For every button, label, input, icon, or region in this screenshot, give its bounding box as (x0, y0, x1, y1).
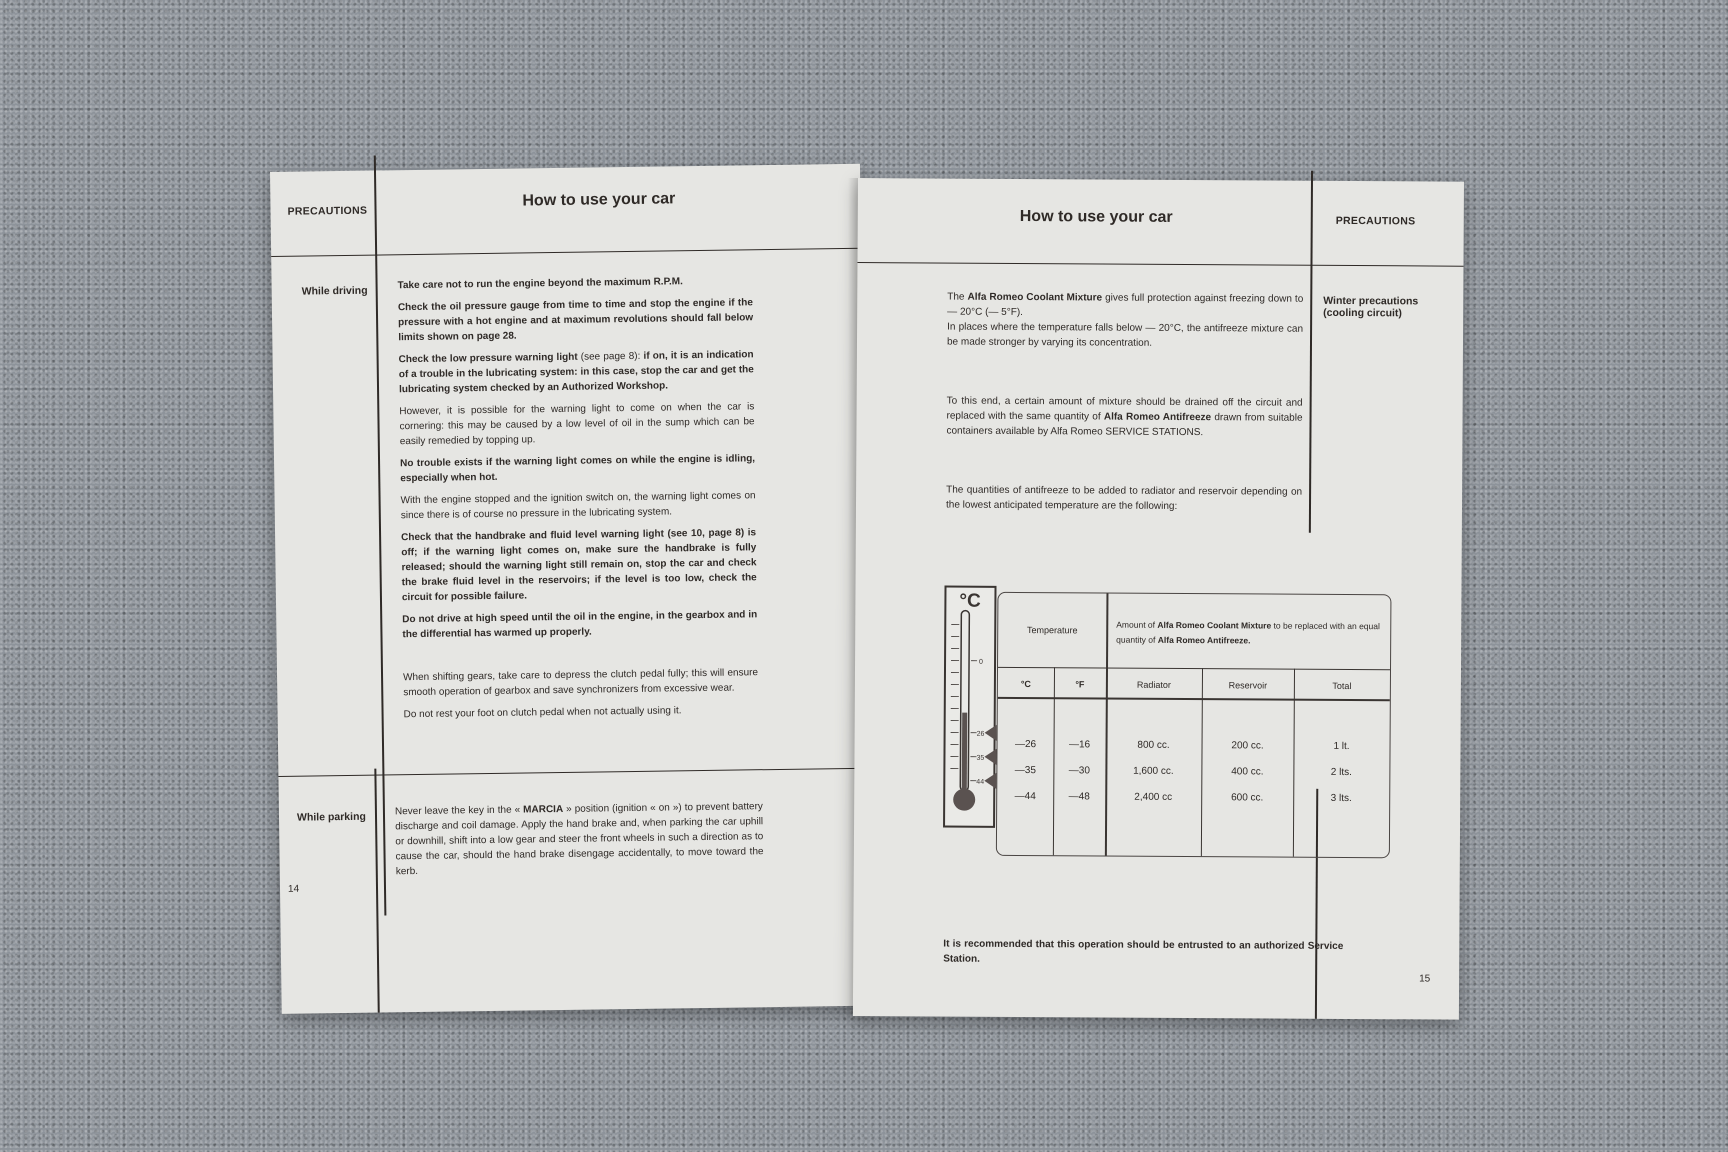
paragraph: With the engine stopped and the ignition switch on, the warning light comes on since there is of course no pressure in the lubricating system. (400, 490, 756, 522)
column-header-radiator: Radiator (1136, 679, 1171, 690)
table-cell: 3 lts. (1330, 792, 1352, 805)
text: Never leave the key in the « (394, 804, 524, 818)
paragraph: Check that the handbrake and fluid level warning light (see 10, page 8) is off; if the warning light comes on, make sure the handbrake is fully released; should the warning light still remain on, stop the car and check the brake fluid level in the reservoirs; if the level is too low, check the circuit for possible failure. (401, 527, 757, 604)
header-tag: PRECAUTIONS (1335, 214, 1416, 228)
page-title: How to use your car (522, 190, 676, 210)
table-cell: —30 (1068, 765, 1090, 777)
paragraph (946, 394, 1302, 441)
bold-text: Alfa Romeo Coolant Mixture (1157, 619, 1272, 631)
thermometer-mercury (962, 713, 967, 793)
table-cell: 1,600 cc. (1133, 765, 1174, 777)
section-label-while-parking: While parking (296, 810, 366, 824)
text: to be replaced with an equal quantity of (1116, 620, 1380, 645)
text: » position (ignition « on ») to prevent battery discharge and coil damage. Apply the hand brake and, when parking the car uphill or downhill, shift into a low gear and steer the front wheels in such a direction as to cause the car, should the hand brake disengage accidentally, to move toward the kerb. (395, 801, 764, 878)
paragraph: When shifting gears, take care to depress the clutch pedal fully; this will ensure smooth operation of gearbox and save synchronizers from excessive wear. (402, 667, 759, 699)
paragraph: However, it is possible for the warning light to come on when the car is cornering: this may be caused by a low level of oil in the sump which can be easily remedied by topping up. (399, 401, 755, 448)
thermometer-mark: 35 (976, 754, 985, 762)
table-divider (1053, 667, 1055, 855)
thermometer-unit: °C (959, 590, 981, 612)
page-title: How to use your car (1019, 207, 1173, 226)
table-cell: 400 cc. (1231, 766, 1264, 778)
table-cell: —48 (1068, 791, 1090, 803)
parking-rule (278, 768, 868, 777)
table-cell: 200 cc. (1231, 740, 1264, 752)
table-cell: 600 cc. (1231, 792, 1264, 804)
thermometer-bulb (953, 789, 975, 811)
table-divider (1201, 668, 1203, 856)
text: drawn from suitable containers available by Alfa Romeo SERVICE STATIONS. (946, 412, 1303, 439)
paragraph: The quantities of antifreeze to be added to radiator and reservoir depending on the lowest anticipated temperature are the following: (945, 484, 1303, 512)
column-header-fahrenheit: °F (1075, 679, 1085, 690)
column-header-total: Total (1332, 680, 1352, 692)
text: (see page 8): (577, 350, 644, 363)
column-header-reservoir: Reservoir (1228, 680, 1268, 691)
table-rule (998, 667, 1390, 670)
paragraph (947, 290, 1303, 322)
thermometer-mark: 44 (976, 778, 985, 786)
paragraph: Do not rest your foot on clutch pedal when not actually using it. (403, 705, 682, 721)
thermometer-illustration (942, 585, 1000, 831)
header-rule (271, 248, 861, 257)
text: Amount of (1116, 619, 1158, 630)
table-cell: 1 lt. (1333, 740, 1350, 753)
table-cell: —26 (1014, 738, 1037, 751)
table-divider (1293, 669, 1295, 857)
left-page-column-divider-lower (374, 769, 379, 1013)
paragraph: In places where the temperature falls below — 20°C, the antifreeze mixture can be made stronger by varying its concentration. (946, 321, 1304, 349)
thermometer-mark: 0 (979, 658, 983, 666)
header-rule (857, 262, 1463, 267)
bold-text: Check the low pressure warning light (398, 351, 578, 366)
bold-text: MARCIA (523, 803, 564, 816)
paragraph: Check the oil pressure gauge from time to time and stop the engine if the pressure with a hot engine and at maximum revolutions should fall below limits shown on page 28. (397, 297, 754, 344)
table-rule (998, 697, 1390, 701)
bold-text: Alfa Romeo Antifreeze (1103, 411, 1212, 424)
bold-text: Alfa Romeo Antifreeze. (1157, 634, 1251, 646)
section-label-winter-precautions: Winter precautions (cooling circuit) (1323, 294, 1419, 320)
table-cell: 800 cc. (1137, 739, 1170, 751)
header-amount (1116, 618, 1382, 650)
recommendation-text: It is recommended that this operation should be entrusted to an authorized Service Station. (943, 938, 1344, 965)
column-header-celsius: °C (1020, 679, 1031, 690)
antifreeze-table (996, 592, 1392, 858)
text: To this end, a certain amount of mixture should be drained off the circuit and replaced with the same quantity of (946, 395, 1303, 423)
section-label-while-driving: While driving (301, 284, 368, 298)
table-cell: 2,400 cc (1134, 791, 1173, 803)
right-page (853, 178, 1464, 1020)
page-number: 14 (287, 883, 300, 895)
bold-text: Alfa Romeo Coolant Mixture (967, 291, 1103, 304)
text: gives full protection against freezing down to — 20°C (— 5°F). (947, 292, 1304, 319)
left-page (270, 164, 872, 1014)
paragraph: No trouble exists if the warning light comes on while the engine is idling, especially when hot. (400, 453, 756, 485)
table-cell: —44 (1014, 790, 1036, 803)
parking-text (395, 799, 764, 879)
table-cell: 2 lts. (1330, 766, 1352, 779)
text: The (947, 291, 968, 303)
page-number: 15 (1419, 973, 1431, 985)
paragraph: Take care not to run the engine beyond the maximum R.P.M. (397, 276, 683, 292)
paragraph: Do not drive at high speed until the oil in the engine, in the gearbox and in the differential has warmed up properly. (402, 609, 758, 641)
paragraph (399, 347, 755, 397)
table-cell: —16 (1068, 739, 1091, 751)
header-tag: PRECAUTIONS (287, 204, 368, 218)
winter-text (946, 290, 1303, 522)
table-cell: —35 (1014, 764, 1036, 777)
thermometer-mark: 26 (976, 730, 985, 738)
driving-text (397, 273, 758, 729)
bold-text: if on, it is an indication of a trouble in the lubricating system: in this case, stop the car and get the lubricating system checked by an Authorized Workshop. (398, 349, 754, 396)
header-temperature: Temperature (1026, 625, 1078, 636)
right-page-column-divider (1309, 171, 1313, 533)
